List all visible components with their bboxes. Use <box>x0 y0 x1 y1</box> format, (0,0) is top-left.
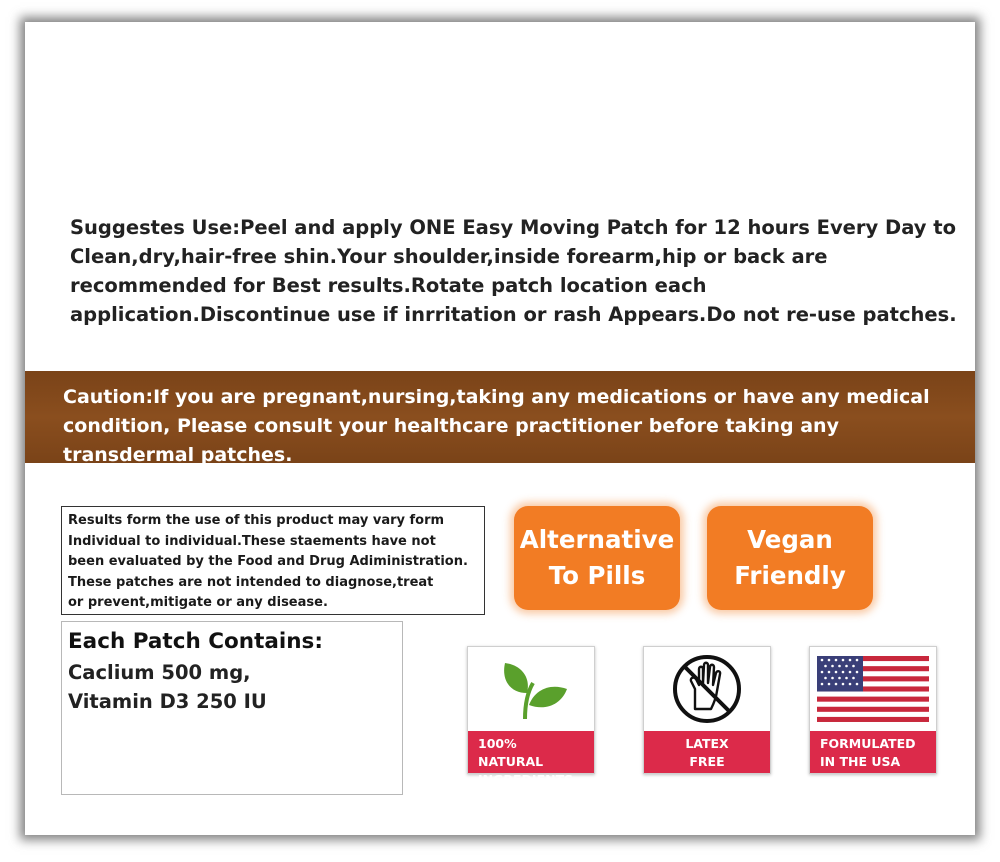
fda-disclaimer-box <box>61 506 485 615</box>
disclaimer-line: These patches are not intended to diagnose,treat <box>68 574 434 590</box>
no-latex-glove-icon <box>644 647 770 731</box>
callout-line: Friendly <box>734 561 846 590</box>
caution-banner <box>25 371 975 466</box>
formulated-in-usa-badge <box>809 646 937 774</box>
patch-contents-box <box>61 621 403 795</box>
callout-line: Vegan <box>747 525 833 554</box>
patch-contents-body: Caclium 500 mg, Vitamin D3 250 IU <box>68 661 267 713</box>
us-flag-icon <box>810 647 936 731</box>
disclaimer-line: Results form the use of this product may vary form <box>68 513 445 528</box>
callout-line: Alternative <box>519 525 675 554</box>
disclaimer-line: been evaluated by the Food and Drug Adiministration. <box>68 554 468 569</box>
vegan-friendly-callout <box>707 506 873 610</box>
badge-label: FORMULATED IN THE USA <box>810 731 936 773</box>
patch-contents-title: Each Patch Contains: <box>68 629 323 654</box>
latex-free-badge <box>643 646 771 774</box>
badge-label: LATEX FREE <box>644 731 770 773</box>
disclaimer-line: Individual to individual.These staements have not <box>68 533 436 549</box>
leaf-icon <box>468 647 594 731</box>
caution-text: Caution:If you are pregnant,nursing,taking any medications or have any medical condition, Please consult your healthcare practitioner before taking any transdermal patches. <box>63 386 930 466</box>
callout-line: To Pills <box>548 561 646 590</box>
alternative-to-pills-callout <box>514 506 680 610</box>
disclaimer-line: or prevent,mitigate or any disease. <box>68 595 328 610</box>
natural-ingredients-badge <box>467 646 595 787</box>
suggested-use-text: Suggestes Use:Peel and apply ONE Easy Moving Patch for 12 hours Every Day to Clean,dry,hair-free shin.Your shoulder,inside forearm,hip or back are recommended for Best results.Rotate patch location each application.Discontinue use if inrritation or rash Appears.Do not re-use patches. <box>70 216 957 326</box>
badge-label: 100% NATURAL INGREDIENTS <box>468 731 594 773</box>
